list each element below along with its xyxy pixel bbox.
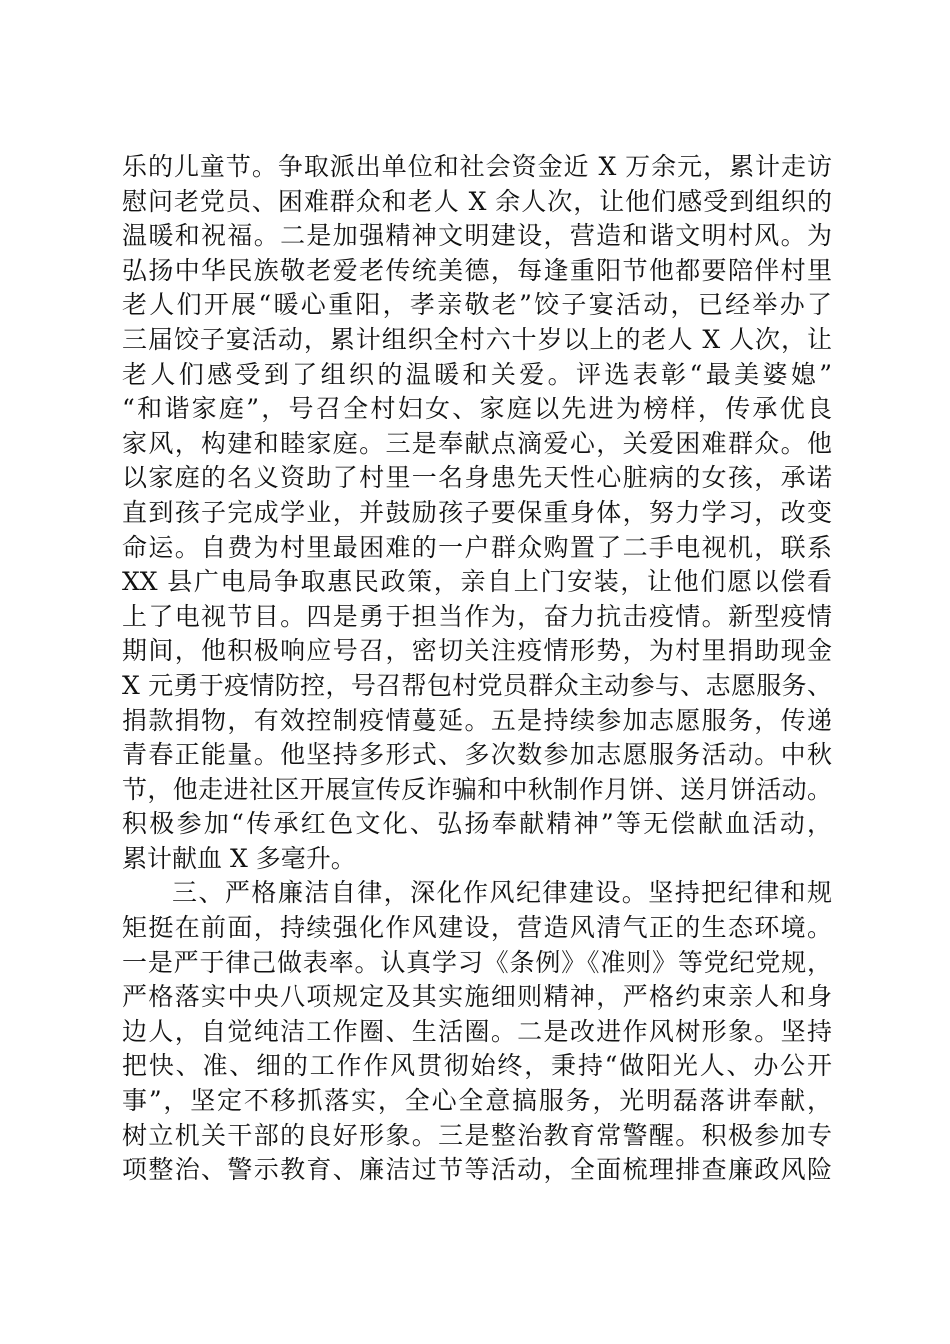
text-line: “和谐家庭”，号召全村妇女、家庭以先进为榜样，传承优良 <box>122 394 832 424</box>
text-line: 弘扬中华民族敬老爱老传统美德，每逢重阳节他都要陪伴村里 <box>122 255 832 285</box>
text-line: 矩挺在前面，持续强化作风建设，营造风清气正的生态环境。 <box>122 913 832 943</box>
text-line: 上了电视节目。四是勇于担当作为，奋力抗击疫情。新型疫情 <box>122 601 832 631</box>
text-line: 积极参加“传承红色文化、弘扬奉献精神”等无偿献血活动， <box>122 809 832 839</box>
text-line: 节，他走进社区开展宣传反诈骗和中秋制作月饼、送月饼活动。 <box>122 774 832 804</box>
text-line: 边人，自觉纯洁工作圈、生活圈。二是改进作风树形象。坚持 <box>122 1016 832 1046</box>
text-line: 三届饺子宴活动，累计组织全村六十岁以上的老人 X 人次，让 <box>122 324 832 354</box>
text-line: 老人们开展“暖心重阳，孝亲敬老”饺子宴活动，已经举办了 <box>122 290 832 320</box>
text-line: 严格落实中央八项规定及其实施细则精神，严格约束亲人和身 <box>122 982 832 1012</box>
document-body <box>122 150 832 1188</box>
text-line: 老人们感受到了组织的温暖和关爱。评选表彰“最美婆媳” <box>122 359 832 389</box>
text-line: 慰问老党员、困难群众和老人 X 余人次，让他们感受到组织的 <box>122 186 832 216</box>
text-line: X 元勇于疫情防控，号召帮包村党员群众主动参与、志愿服务、 <box>122 670 832 700</box>
text-line: XX 县广电局争取惠民政策，亲自上门安装，让他们愿以偿看 <box>122 567 832 597</box>
text-line: 累计献血 X 多毫升。 <box>122 843 356 873</box>
text-line: 捐款捐物，有效控制疫情蔓延。五是持续参加志愿服务，传递 <box>122 705 832 735</box>
text-line: 一是严于律己做表率。认真学习《条例》《准则》等党纪党规， <box>122 947 832 977</box>
text-line: 树立机关干部的良好形象。三是整治教育常警醒。积极参加专 <box>122 1120 832 1150</box>
text-line: 温暖和祝福。二是加强精神文明建设，营造和谐文明村风。为 <box>122 221 832 251</box>
text-line: 乐的儿童节。争取派出单位和社会资金近 X 万余元，累计走访 <box>122 152 832 181</box>
paragraph-2 <box>122 876 832 1187</box>
text-line: 家风，构建和睦家庭。三是奉献点滴爱心，关爱困难群众。他 <box>122 428 832 458</box>
text-line: 把快、准、细的工作作风贯彻始终，秉持“做阳光人、办公开 <box>122 1051 832 1081</box>
paragraph-1 <box>122 150 832 876</box>
text-line: 直到孩子完成学业，并鼓励孩子要保重身体，努力学习，改变 <box>122 497 832 527</box>
text-line: 三、严格廉洁自律，深化作风纪律建设。坚持把纪律和规 <box>172 878 832 908</box>
text-line: 事”，坚定不移抓落实，全心全意搞服务，光明磊落讲奉献， <box>122 1086 832 1116</box>
text-line: 青春正能量。他坚持多形式、多次数参加志愿服务活动。中秋 <box>122 740 832 770</box>
text-line: 期间，他积极响应号召，密切关注疫情形势，为村里捐助现金 <box>122 636 832 666</box>
text-line: 命运。自费为村里最困难的一户群众购置了二手电视机，联系 <box>122 532 832 562</box>
text-line: 以家庭的名义资助了村里一名身患先天性心脏病的女孩，承诺 <box>122 463 832 493</box>
text-line: 项整治、警示教育、廉洁过节等活动，全面梳理排查廉政风险 <box>122 1155 832 1185</box>
